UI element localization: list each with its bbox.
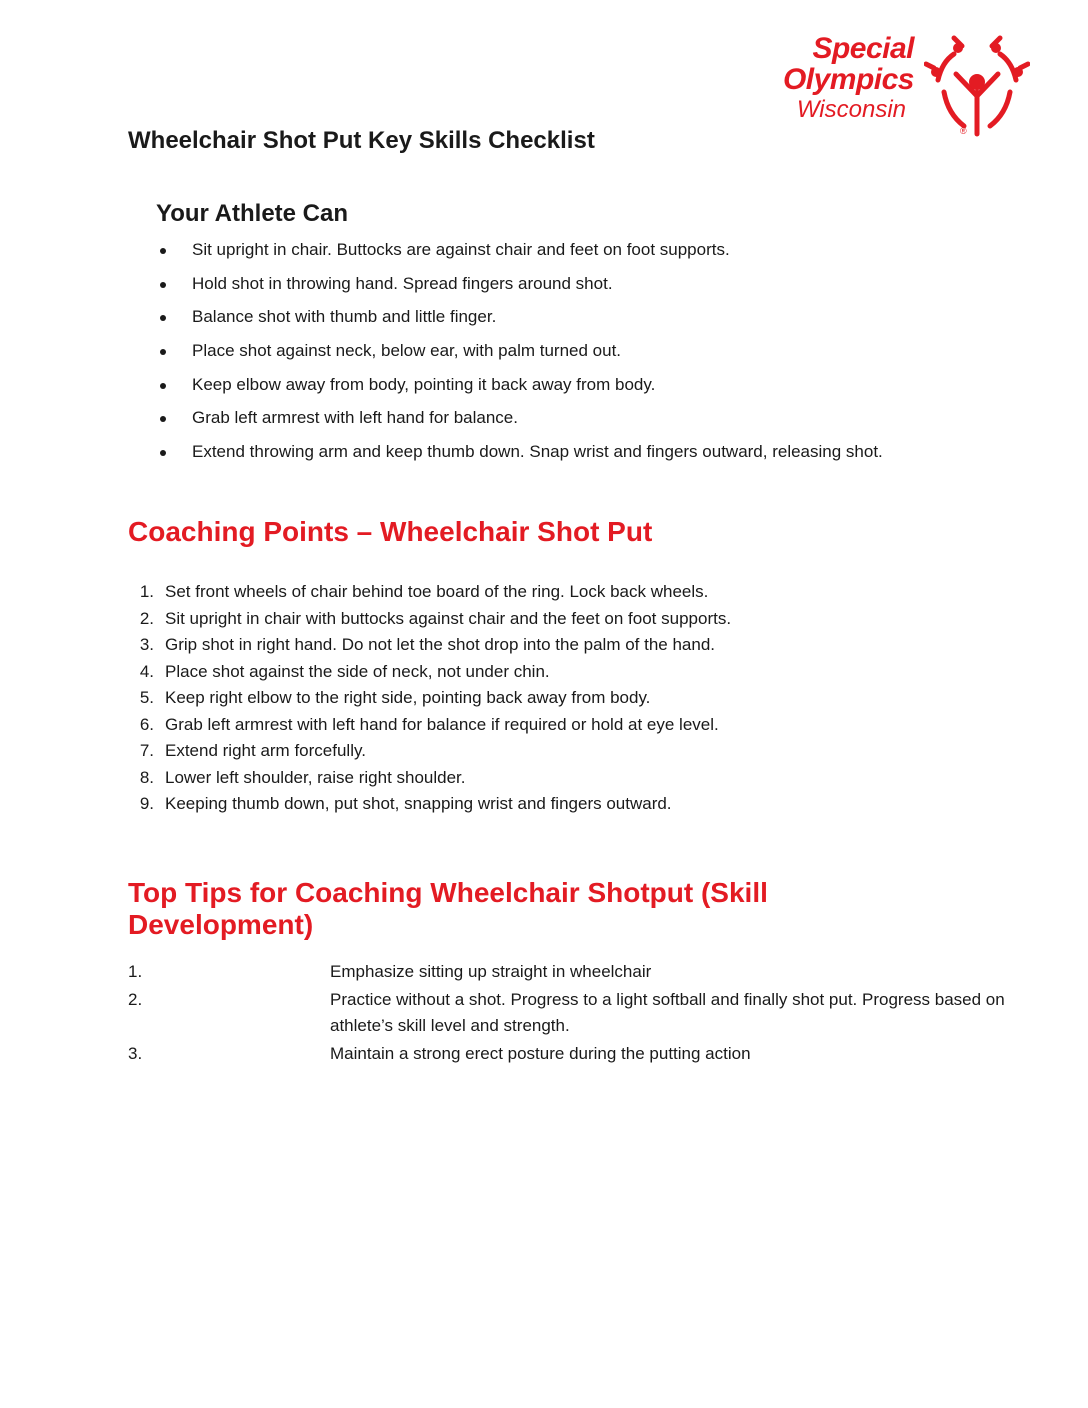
bullet-icon [160, 248, 166, 254]
list-item-text: Grip shot in right hand. Do not let the shot drop into the palm of the hand. [165, 635, 716, 654]
bullet-icon [160, 416, 166, 422]
list-item [0, 1041, 905, 1067]
coaching-points-heading: Coaching Points – Wheelchair Shot Put [128, 516, 653, 547]
athlete-can-heading: Your Athlete Can [156, 200, 349, 227]
item-number: 9. [139, 794, 154, 813]
list-item-text: Set front wheels of chair behind toe board of the ring. Lock back wheels. [165, 582, 709, 601]
list-item-text: Place shot against the side of neck, not under chin. [165, 661, 550, 681]
bullet-icon [160, 282, 166, 288]
logo-line-special: Special [812, 32, 914, 65]
list-item-text: Extend right arm forcefully. [165, 741, 366, 760]
list-item-text: Practice without a shot. Progress to a light softball and finally shot put. Progress based on athlete’s skill level and strength. [330, 990, 1005, 1035]
list-item-text: Sit upright in chair. Buttocks are against chair and feet on foot supports. [192, 240, 730, 259]
list-item-text: Extend throwing arm and keep thumb down. Snap wrist and fingers outward, releasing shot. [192, 442, 883, 462]
list-item [0, 987, 1005, 1039]
special-olympics-figures-icon [924, 34, 1030, 140]
item-number: 4. [139, 661, 154, 681]
page-title: Wheelchair Shot Put Key Skills Checklist [128, 127, 595, 154]
bullet-icon [160, 383, 166, 389]
list-item-text: Hold shot in throwing hand. Spread fingers around shot. [192, 273, 613, 293]
logo-line-wisconsin: Wisconsin [796, 96, 906, 123]
top-tips-heading: Top Tips for Coaching Wheelchair Shotput (Skill Development) [128, 877, 768, 940]
logo-wordmark [738, 34, 914, 124]
item-number: 3. [128, 1044, 143, 1063]
list-item-text: Maintain a strong erect posture during the putting action [330, 1044, 751, 1063]
item-number: 2. [139, 608, 154, 628]
list-item-text: Lower left shoulder, raise right shoulder. [165, 767, 466, 787]
item-number: 3. [139, 635, 154, 654]
list-item-text: Place shot against neck, below ear, with palm turned out. [192, 341, 622, 361]
bullet-icon [160, 349, 166, 355]
bullet-icon [160, 315, 166, 321]
item-number: 2. [128, 990, 143, 1009]
list-item-text: Keep right elbow to the right side, pointing back away from body. [165, 688, 651, 707]
item-number: 6. [139, 714, 154, 734]
item-number: 1. [128, 962, 143, 981]
list-item-text: Balance shot with thumb and little finger. [192, 307, 497, 327]
item-number: 8. [139, 767, 154, 787]
list-item-text: Grab left armrest with left hand for balance. [192, 408, 518, 428]
list-item-text: Keeping thumb down, put shot, snapping wrist and fingers outward. [165, 794, 672, 813]
item-number: 5. [139, 688, 154, 707]
list-item-text: Keep elbow away from body, pointing it back away from body. [192, 374, 656, 394]
list-item-text: Grab left armrest with left hand for balance if required or hold at eye level. [165, 714, 719, 734]
registered-mark: ® [960, 126, 967, 136]
top-tips-list [0, 959, 1005, 1069]
special-olympics-wisconsin-logo [738, 34, 1033, 140]
logo-line-olympics: Olympics [782, 63, 914, 96]
bullet-icon [160, 450, 166, 456]
list-item [0, 959, 905, 985]
list-item-text: Sit upright in chair with buttocks against chair and the feet on foot supports. [165, 608, 732, 628]
item-number: 1. [139, 582, 154, 601]
item-number: 7. [139, 741, 154, 760]
list-item-text: Emphasize sitting up straight in wheelchair [330, 962, 652, 981]
